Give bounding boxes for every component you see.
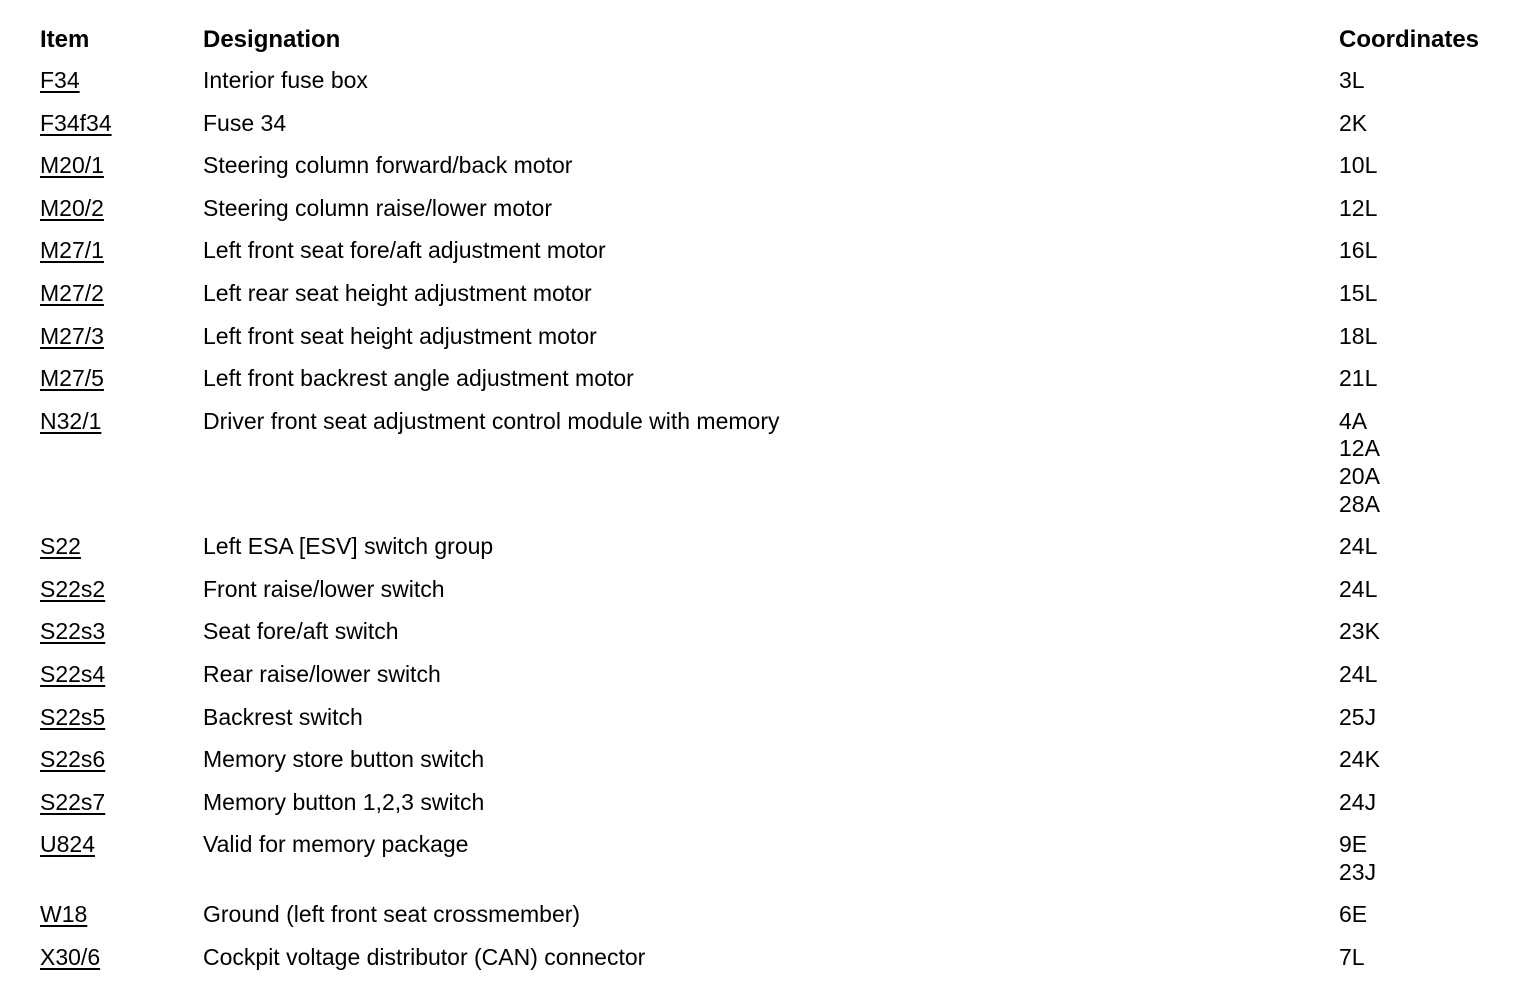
item-link[interactable]: M27/5 — [40, 365, 104, 392]
coordinate-value: 10L — [1339, 152, 1378, 179]
item-link[interactable]: S22s6 — [40, 746, 106, 773]
item-link[interactable]: M20/2 — [40, 194, 104, 221]
coordinates-cell — [1339, 533, 1510, 561]
coordinate-value: 2K — [1339, 109, 1368, 136]
coordinate-value: 3L — [1339, 67, 1365, 93]
item-link[interactable]: S22s4 — [40, 660, 106, 687]
item-link[interactable]: S22s2 — [40, 575, 106, 602]
coordinates-cell — [1339, 831, 1510, 886]
item-link[interactable]: F34f34 — [40, 109, 112, 136]
item-link[interactable]: S22 — [40, 533, 81, 560]
coordinates-cell — [1339, 576, 1510, 604]
designation-cell: Backrest switch — [203, 703, 363, 730]
coordinate-value: 20A — [1339, 462, 1380, 489]
item-link[interactable]: M20/1 — [40, 152, 104, 179]
designation-cell: Steering column raise/lower motor — [203, 194, 552, 221]
coordinates-cell — [1339, 110, 1510, 138]
component-legend-table — [40, 26, 1510, 987]
table-row — [40, 533, 1510, 576]
designation-cell: Interior fuse box — [203, 67, 368, 93]
coordinates-cell — [1339, 901, 1510, 929]
coordinates-cell — [1339, 408, 1510, 518]
table-row — [40, 789, 1510, 832]
coordinate-value: 24K — [1339, 746, 1380, 773]
coordinates-cell — [1339, 704, 1510, 732]
coordinate-value: 12A — [1339, 435, 1380, 462]
coordinate-value: 21L — [1339, 365, 1378, 392]
table-row — [40, 576, 1510, 619]
coordinate-value: 7L — [1339, 944, 1365, 971]
designation-cell: Rear raise/lower switch — [203, 660, 441, 687]
designation-cell: Seat fore/aft switch — [203, 618, 399, 645]
table-row — [40, 746, 1510, 789]
designation-cell: Left front backrest angle adjustment motor — [203, 365, 634, 392]
table-row — [40, 67, 1510, 110]
designation-cell: Left ESA [ESV] switch group — [203, 533, 494, 560]
designation-cell: Memory store button switch — [203, 746, 485, 773]
table-row — [40, 901, 1510, 944]
coordinate-value: 28A — [1339, 490, 1380, 517]
item-cell — [40, 704, 203, 732]
item-link[interactable]: F34 — [40, 67, 80, 93]
item-link[interactable]: X30/6 — [40, 944, 101, 971]
table-row — [40, 280, 1510, 323]
item-cell — [40, 67, 203, 95]
table-row — [40, 152, 1510, 195]
coordinates-cell — [1339, 661, 1510, 689]
designation-cell: Driver front seat adjustment control module with memory — [203, 407, 780, 434]
coordinates-cell — [1339, 152, 1510, 180]
header-designation: Designation — [203, 26, 341, 53]
coordinates-cell — [1339, 323, 1510, 351]
item-cell — [40, 901, 203, 929]
item-cell — [40, 195, 203, 223]
item-cell — [40, 576, 203, 604]
coordinates-cell — [1339, 280, 1510, 308]
item-cell — [40, 280, 203, 308]
item-link[interactable]: S22s7 — [40, 788, 106, 815]
header-item: Item — [40, 26, 90, 53]
item-link[interactable]: W18 — [40, 901, 88, 928]
item-link[interactable]: M27/3 — [40, 322, 104, 349]
table-row — [40, 831, 1510, 901]
item-link[interactable]: M27/2 — [40, 279, 104, 306]
coordinate-value: 16L — [1339, 237, 1378, 264]
table-row — [40, 323, 1510, 366]
table-row — [40, 110, 1510, 153]
coordinates-cell — [1339, 237, 1510, 265]
coordinates-cell — [1339, 944, 1510, 972]
coordinate-value: 25J — [1339, 703, 1377, 730]
item-cell — [40, 110, 203, 138]
item-cell — [40, 237, 203, 265]
item-link[interactable]: N32/1 — [40, 407, 102, 434]
table-row — [40, 661, 1510, 704]
item-cell — [40, 533, 203, 561]
table-row — [40, 944, 1510, 987]
coordinate-value: 9E — [1339, 831, 1368, 858]
item-cell — [40, 323, 203, 351]
designation-cell: Ground (left front seat crossmember) — [203, 901, 581, 928]
table-row — [40, 365, 1510, 408]
coordinates-cell — [1339, 365, 1510, 393]
table-body — [40, 67, 1510, 987]
item-cell — [40, 944, 203, 972]
item-cell — [40, 408, 203, 436]
item-cell — [40, 789, 203, 817]
table-row — [40, 704, 1510, 747]
coordinates-cell — [1339, 195, 1510, 223]
table-row — [40, 408, 1510, 533]
coordinate-value: 23J — [1339, 858, 1377, 885]
coordinate-value: 12L — [1339, 194, 1378, 221]
coordinate-value: 18L — [1339, 322, 1378, 349]
designation-cell: Cockpit voltage distributor (CAN) connector — [203, 944, 646, 971]
designation-cell: Left front seat fore/aft adjustment motor — [203, 237, 606, 264]
table-header — [40, 26, 1510, 67]
designation-cell: Left front seat height adjustment motor — [203, 322, 597, 349]
item-link[interactable]: M27/1 — [40, 237, 104, 264]
item-cell — [40, 746, 203, 774]
coordinate-value: 4A — [1339, 407, 1368, 434]
item-cell — [40, 831, 203, 859]
coordinates-cell — [1339, 67, 1510, 95]
coordinate-value: 24J — [1339, 788, 1377, 815]
table-row — [40, 618, 1510, 661]
designation-cell: Valid for memory package — [203, 831, 469, 858]
table-row — [40, 195, 1510, 238]
item-link[interactable]: S22s3 — [40, 618, 106, 645]
coordinate-value: 24L — [1339, 660, 1378, 687]
coordinate-value: 6E — [1339, 901, 1368, 928]
designation-cell: Fuse 34 — [203, 109, 287, 136]
item-cell — [40, 661, 203, 689]
designation-cell: Memory button 1,2,3 switch — [203, 788, 485, 815]
coordinates-cell — [1339, 789, 1510, 817]
item-link[interactable]: S22s5 — [40, 703, 106, 730]
coordinate-value: 15L — [1339, 279, 1378, 306]
coordinate-value: 24L — [1339, 575, 1378, 602]
coordinates-cell — [1339, 618, 1510, 646]
coordinate-value: 23K — [1339, 618, 1380, 645]
item-cell — [40, 365, 203, 393]
coordinates-cell — [1339, 746, 1510, 774]
designation-cell: Steering column forward/back motor — [203, 152, 573, 179]
item-cell — [40, 618, 203, 646]
coordinate-value: 24L — [1339, 533, 1378, 560]
header-coordinates: Coordinates — [1339, 26, 1480, 53]
item-link[interactable]: U824 — [40, 831, 95, 858]
designation-cell: Left rear seat height adjustment motor — [203, 279, 592, 306]
table-row — [40, 237, 1510, 280]
designation-cell: Front raise/lower switch — [203, 575, 445, 602]
item-cell — [40, 152, 203, 180]
